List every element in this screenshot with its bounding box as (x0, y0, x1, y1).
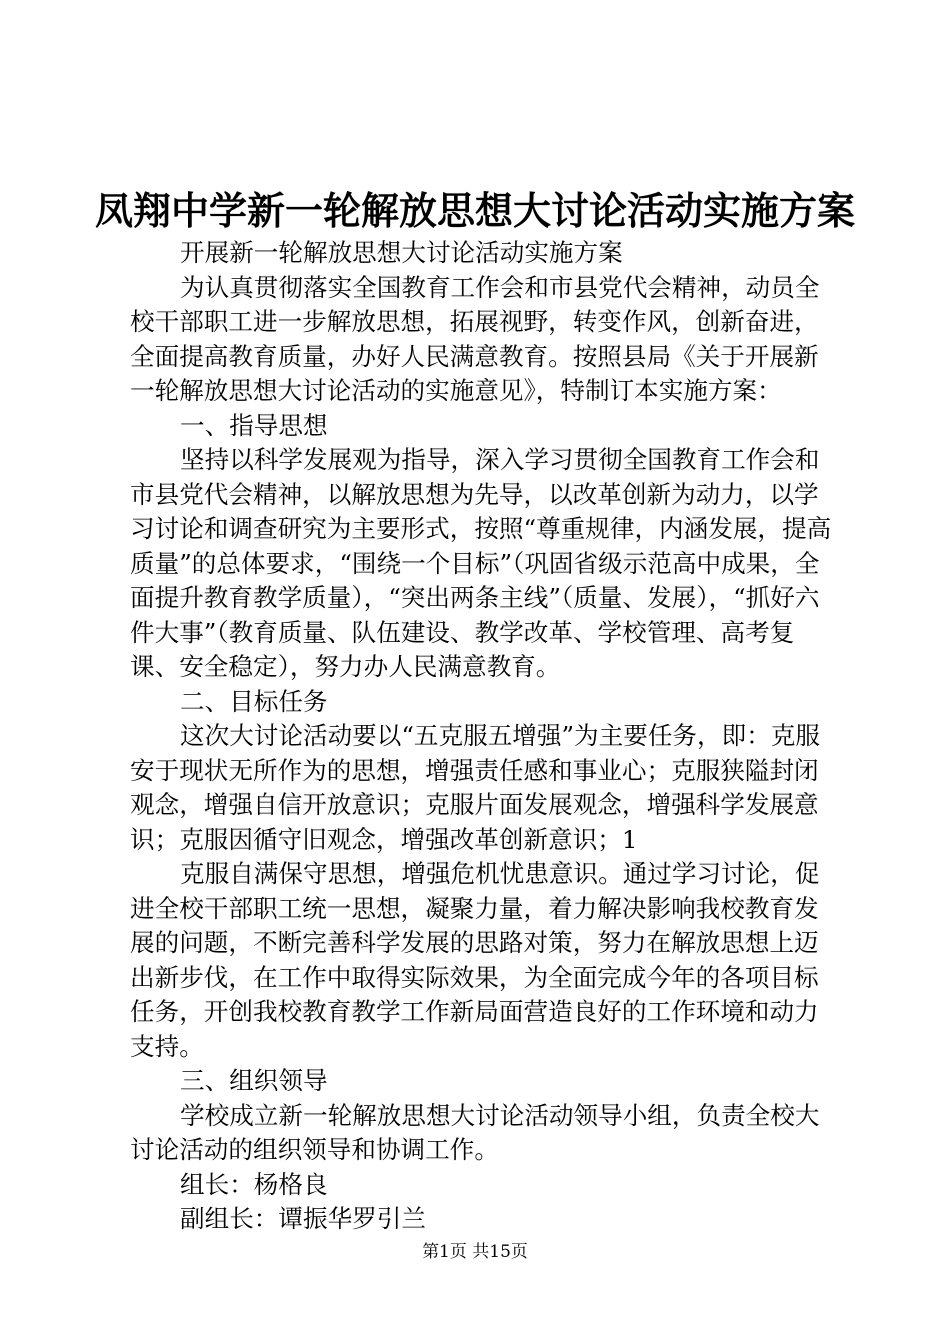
goals-continuation-paragraph: 克服自满保守思想，增强危机忧患意识。通过学习讨论，促进全校干部职工统一思想，凝聚力量，着力解决影响我校教育发展的问题，不断完善科学发展的思路对策，努力在解放思想上迈出新步伐，在工作中取得实际效果，为全面完成今年的各项目标任务，开创我校教育教学工作新局面营造良好的工作环境和动力支持。 (130, 859, 820, 1061)
section-heading-guiding-thought: 一、指导思想 (180, 410, 328, 440)
section-heading-leadership: 三、组织领导 (180, 1066, 328, 1095)
section-heading-goals: 二、目标任务 (180, 686, 328, 716)
group-leader-line: 组长：杨格良 (180, 1169, 328, 1199)
subtitle-paragraph: 开展新一轮解放思想大讨论活动实施方案 (180, 238, 623, 267)
leadership-paragraph: 学校成立新一轮解放思想大讨论活动领导小组，负责全校大讨论活动的组织领导和协调工作。 (130, 1100, 820, 1164)
document-body (130, 236, 835, 1237)
goals-paragraph: 这次大讨论活动要以“五克服五增强”为主要任务，即：克服安于现状无所作为的思想，增强责任感和事业心；克服狭隘封闭观念，增强自信开放意识；克服片面发展观念，增强科学发展意识；克服因循守旧观念，增强改革创新意识；1 (130, 721, 820, 854)
page-number-footer: 第1页 共15页 (422, 1242, 528, 1262)
guiding-thought-paragraph: 坚持以科学发展观为指导，深入学习贯彻全国教育工作会和市县党代会精神，以解放思想为先导，以改革创新为动力，以学习讨论和调查研究为主要形式，按照“尊重规律，内涵发展，提高质量”的总体要求，“围绕一个目标”（巩固省级示范高中成果，全面提升教育教学质量），“突出两条主线”（质量、发展），“抓好六件大事”（教育质量、队伍建设、教学改革、学校管理、高考复课、安全稳定），努力办人民满意教育。 (130, 445, 832, 681)
document-title: 凤翔中学新一轮解放思想大讨论活动实施方案 (94, 188, 855, 233)
intro-paragraph: 为认真贯彻落实全国教育工作会和市县党代会精神，动员全校干部职工进一步解放思想，拓展视野，转变作风，创新奋进，全面提高教育质量，办好人民满意教育。按照县局《关于开展新一轮解放思想大讨论活动的实施意见》，特制订本实施方案： (130, 272, 820, 405)
deputy-leader-line: 副组长：谭振华罗引兰 (180, 1204, 426, 1233)
